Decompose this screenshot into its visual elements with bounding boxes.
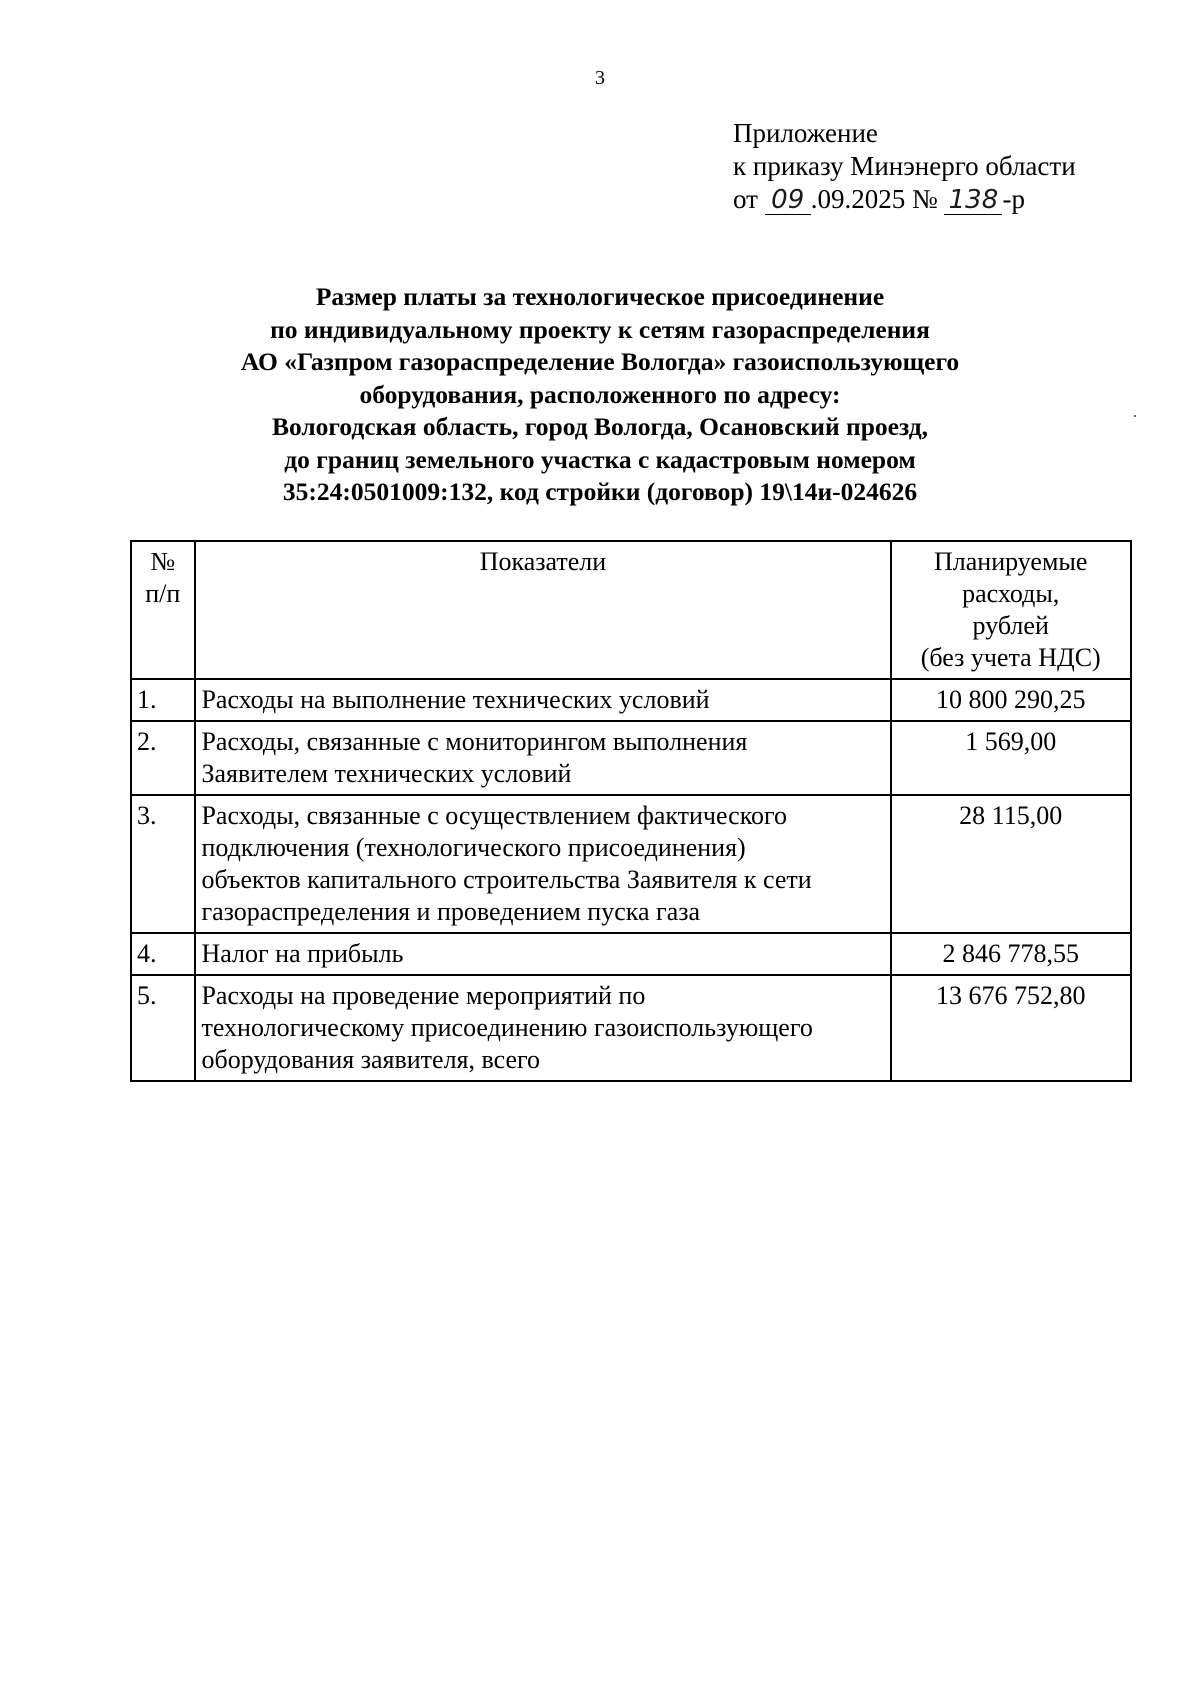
indicator-line: Заявителем технических условий (201, 759, 572, 788)
indicator-line: оборудования заявителя, всего (201, 1045, 541, 1074)
row-indicator (195, 933, 891, 975)
row-value: 28 115,00 (891, 795, 1131, 933)
indicator-line: Расходы, связанные с осуществлением фактического (201, 801, 788, 830)
row-value: 1 569,00 (891, 721, 1131, 795)
table-row (131, 721, 1131, 795)
table-row (131, 795, 1131, 933)
table-header-row (131, 541, 1131, 679)
date-prefix: от (733, 184, 765, 214)
header-costs-line: (без учета НДС) (920, 643, 1101, 672)
row-value: 10 800 290,25 (891, 679, 1131, 721)
row-indicator (195, 679, 891, 721)
header-costs-line: рублей (972, 611, 1049, 640)
row-number: 1. (131, 679, 195, 721)
table-row (131, 679, 1131, 721)
row-number: 5. (131, 975, 195, 1081)
row-indicator (195, 795, 891, 933)
header-indicators: Показатели (195, 541, 891, 679)
indicator-line: Налог на прибыль (201, 939, 404, 968)
title-line: Вологодская область, город Вологда, Осановский проезд, (271, 412, 929, 441)
handwritten-date-day: 09 (765, 186, 811, 215)
header-planned-costs (891, 541, 1131, 679)
order-suffix: -р (1002, 184, 1025, 214)
header-number-line: п/п (145, 579, 181, 608)
header-costs-line: Планируемые (933, 547, 1088, 576)
appendix-header (733, 117, 1076, 216)
row-value: 2 846 778,55 (891, 933, 1131, 975)
title-line: Размер платы за технологическое присоединение (315, 282, 885, 311)
document-title (0, 281, 1200, 509)
header-costs-line: расходы, (962, 579, 1060, 608)
appendix-date-line (733, 183, 1076, 216)
appendix-title: Приложение (733, 118, 878, 148)
title-line: АО «Газпром газораспределение Вологда» газоиспользующего (240, 347, 960, 376)
title-line: оборудования, расположенного по адресу: (359, 379, 841, 409)
row-number: 2. (131, 721, 195, 795)
header-number-line: № (150, 547, 176, 576)
page-number: 3 (595, 67, 605, 89)
title-line: по индивидуальному проекту к сетям газораспределения (270, 314, 930, 344)
indicator-line: Расходы на выполнение технических условий (201, 685, 710, 714)
row-indicator (195, 975, 891, 1081)
row-value: 13 676 752,80 (891, 975, 1131, 1081)
title-line: 35:24:0501009:132, код стройки (договор) 19\14и-024626 (282, 477, 918, 506)
indicator-line: подключения (технологического присоединения) (201, 833, 746, 862)
header-number (131, 541, 195, 679)
appendix-order-ref: к приказу Минэнерго области (733, 151, 1076, 181)
indicator-line: технологическому присоединению газоиспользующего (201, 1013, 813, 1042)
indicator-line: Расходы на проведение мероприятий по (201, 981, 646, 1010)
title-line: до границ земельного участка с кадастровым номером (284, 444, 916, 474)
handwritten-order-number: 138 (944, 186, 1002, 215)
indicator-line: газораспределения и проведением пуска газа (201, 897, 701, 926)
table-row (131, 975, 1131, 1081)
indicator-line: объектов капитального строительства Заявителя к сети (201, 865, 812, 894)
costs-table (130, 540, 1132, 1082)
indicator-line: Расходы, связанные с мониторингом выполнения (201, 727, 748, 756)
table-row (131, 933, 1131, 975)
row-number: 4. (131, 933, 195, 975)
row-number: 3. (131, 795, 195, 933)
date-rest: .09.2025 № (810, 184, 945, 214)
row-indicator (195, 721, 891, 795)
